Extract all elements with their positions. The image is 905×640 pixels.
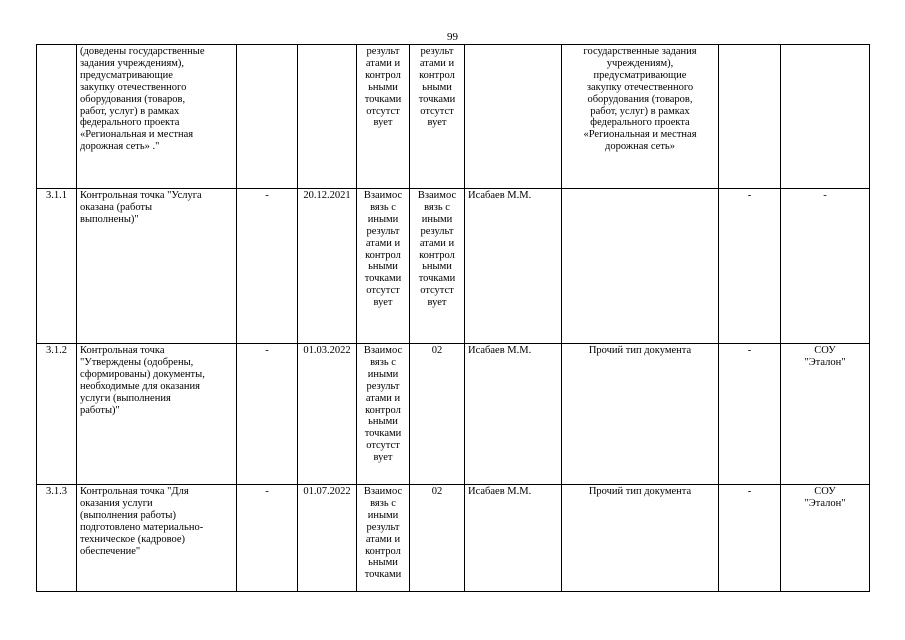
cell-text-line: оборудования (товаров, (587, 93, 693, 105)
cell-link-prev (357, 485, 410, 592)
cell-link-next (410, 485, 465, 592)
cell-text-line: вует (373, 452, 393, 464)
cell-number: 3.1.1 (37, 189, 77, 344)
cell-link-next (410, 45, 465, 189)
cell-system (781, 344, 870, 485)
cell-text-line: вязь с (370, 497, 396, 509)
cell-text-line: ьными (368, 557, 398, 569)
page-number: 99 (447, 31, 458, 43)
control-points-table (36, 44, 870, 592)
table-row (37, 344, 870, 485)
cell-text-line: дорожная сеть» (605, 141, 675, 153)
cell-text-line: работ, услуг) в рамках (80, 105, 180, 117)
cell-document (562, 45, 719, 189)
cell-text-line: техническое (кадровое) (80, 533, 186, 545)
cell-link-next (410, 344, 465, 485)
cell-name (77, 45, 237, 189)
cell-text-line: атами и (365, 392, 401, 404)
cell-text-line: контрол (419, 69, 455, 81)
cell-document (562, 485, 719, 592)
cell-text-line: работ, услуг) в рамках (590, 105, 690, 117)
cell-number: 3.1.2 (37, 344, 77, 485)
cell-responsible: Исабаев М.М. (465, 344, 562, 485)
cell-level: - (719, 485, 781, 592)
cell-text-line: результ (366, 46, 400, 57)
cell-text-line: вязь с (370, 201, 396, 213)
cell-link-next (410, 189, 465, 344)
cell-text-line: Контрольная точка (80, 345, 165, 356)
table-row (37, 485, 870, 592)
cell-text-line: атами и (365, 533, 401, 545)
cell-end: 01.03.2022 (298, 344, 357, 485)
cell-name (77, 485, 237, 592)
cell-text-line: услуги (выполнения (80, 392, 171, 404)
cell-text-line: закупку отечественного (80, 81, 187, 93)
cell-text-line: иными (367, 213, 399, 225)
cell-text-line: ьными (368, 81, 398, 93)
cell-text-line: сформированы) документы, (80, 368, 205, 380)
cell-text-line: 02 (431, 486, 443, 497)
cell-text-line: результ (420, 225, 454, 237)
cell-text-line: вязь с (424, 201, 450, 213)
cell-text-line: подготовлено материально- (80, 521, 204, 533)
cell-text-line: отсутст (366, 105, 400, 117)
cell-end: 20.12.2021 (298, 189, 357, 344)
cell-system (781, 485, 870, 592)
cell-text-line: обеспечение" (80, 545, 141, 557)
cell-start: - (237, 189, 298, 344)
cell-text-line: результ (366, 225, 400, 237)
cell-text-line: закупку отечественного (586, 81, 694, 93)
cell-text-line: выполнены)" (80, 213, 139, 225)
cell-text-line: Прочий тип документа (588, 486, 692, 497)
cell-text-line: атами и (365, 237, 401, 249)
cell-text-line: контрол (365, 404, 401, 416)
cell-document (562, 189, 719, 344)
cell-text-line: иными (367, 509, 399, 521)
cell-text-line: отсутст (420, 285, 454, 297)
cell-text-line: отсутст (420, 105, 454, 117)
cell-text-line: точками (364, 273, 402, 285)
cell-text-line: точками (418, 93, 456, 105)
cell-start (237, 45, 298, 189)
cell-name (77, 189, 237, 344)
cell-text-line: СОУ (814, 486, 836, 497)
cell-number (37, 45, 77, 189)
cell-text-line: вует (373, 297, 393, 309)
cell-text-line: Прочий тип документа (588, 345, 692, 356)
cell-system (781, 45, 870, 189)
cell-responsible (465, 45, 562, 189)
cell-start: - (237, 485, 298, 592)
cell-text-line: «Региональная и местная (583, 129, 697, 141)
cell-start: - (237, 344, 298, 485)
cell-level: - (719, 189, 781, 344)
cell-text-line: Взаимос (363, 486, 403, 497)
cell-text-line: отсутст (366, 440, 400, 452)
cell-text-line: точками (418, 273, 456, 285)
table-body (37, 45, 870, 592)
cell-text-line: контрол (365, 69, 401, 81)
cell-text-line: учреждениям), (606, 57, 674, 69)
cell-text-line: контрол (365, 545, 401, 557)
cell-text-line: точками (364, 569, 402, 581)
cell-text-line: Контрольная точка "Услуга (80, 190, 202, 201)
cell-text-line: дорожная сеть» ." (80, 141, 160, 153)
cell-responsible: Исабаев М.М. (465, 189, 562, 344)
cell-text-line: ьными (422, 261, 452, 273)
cell-text-line: контрол (419, 249, 455, 261)
cell-text-line: ьными (368, 261, 398, 273)
cell-link-prev (357, 344, 410, 485)
cell-text-line: СОУ (814, 345, 836, 356)
cell-level: - (719, 344, 781, 485)
cell-text-line: вязь с (370, 356, 396, 368)
cell-responsible: Исабаев М.М. (465, 485, 562, 592)
cell-text-line: оборудования (товаров, (80, 93, 186, 105)
cell-text-line: иными (421, 213, 453, 225)
table-row (37, 189, 870, 344)
cell-text-line: точками (364, 93, 402, 105)
cell-level (719, 45, 781, 189)
cell-text-line: ьными (422, 81, 452, 93)
cell-text-line: предусматривающие (80, 69, 173, 81)
cell-document (562, 344, 719, 485)
cell-link-prev (357, 45, 410, 189)
cell-text-line: государственные задания (583, 46, 697, 57)
cell-text-line: (выполнения работы) (80, 509, 176, 521)
cell-name (77, 344, 237, 485)
cell-text-line: Взаимос (363, 345, 403, 356)
cell-text-line: 02 (431, 345, 443, 356)
cell-text-line: "Эталон" (804, 497, 846, 509)
cell-text-line: федерального проекта (80, 117, 180, 129)
cell-text-line: контрол (365, 249, 401, 261)
cell-number: 3.1.3 (37, 485, 77, 592)
cell-text-line: (доведены государственные (80, 46, 205, 57)
cell-text-line: ьными (368, 416, 398, 428)
cell-text-line: атами и (419, 57, 455, 69)
cell-text-line: работы)" (80, 404, 120, 416)
cell-text-line: Взаимос (417, 190, 457, 201)
cell-text-line: предусматривающие (593, 69, 687, 81)
cell-text-line: Контрольная точка "Для (80, 486, 189, 497)
cell-text-line: необходимые для оказания (80, 380, 200, 392)
cell-text-line: атами и (419, 237, 455, 249)
cell-link-prev (357, 189, 410, 344)
cell-text-line: оказания услуги (80, 497, 153, 509)
cell-text-line: точками (364, 428, 402, 440)
cell-text-line: "Утверждены (одобрены, (80, 356, 194, 368)
cell-end: 01.07.2022 (298, 485, 357, 592)
cell-text-line: вует (427, 297, 447, 309)
cell-text-line: федерального проекта (590, 117, 690, 129)
cell-text-line: результ (366, 521, 400, 533)
table-row (37, 45, 870, 189)
cell-text-line: задания учреждениям), (80, 57, 185, 69)
cell-text-line: результ (366, 380, 400, 392)
cell-text-line: "Эталон" (804, 356, 846, 368)
cell-text-line: вует (427, 117, 447, 129)
cell-system: - (781, 189, 870, 344)
cell-text-line: иными (367, 368, 399, 380)
cell-text-line: атами и (365, 57, 401, 69)
cell-text-line: результ (420, 46, 454, 57)
cell-end (298, 45, 357, 189)
cell-text-line: отсутст (366, 285, 400, 297)
cell-text-line: «Региональная и местная (80, 129, 194, 141)
cell-text-line: вует (373, 117, 393, 129)
cell-text-line: оказана (работы (80, 201, 153, 213)
cell-text-line: Взаимос (363, 190, 403, 201)
